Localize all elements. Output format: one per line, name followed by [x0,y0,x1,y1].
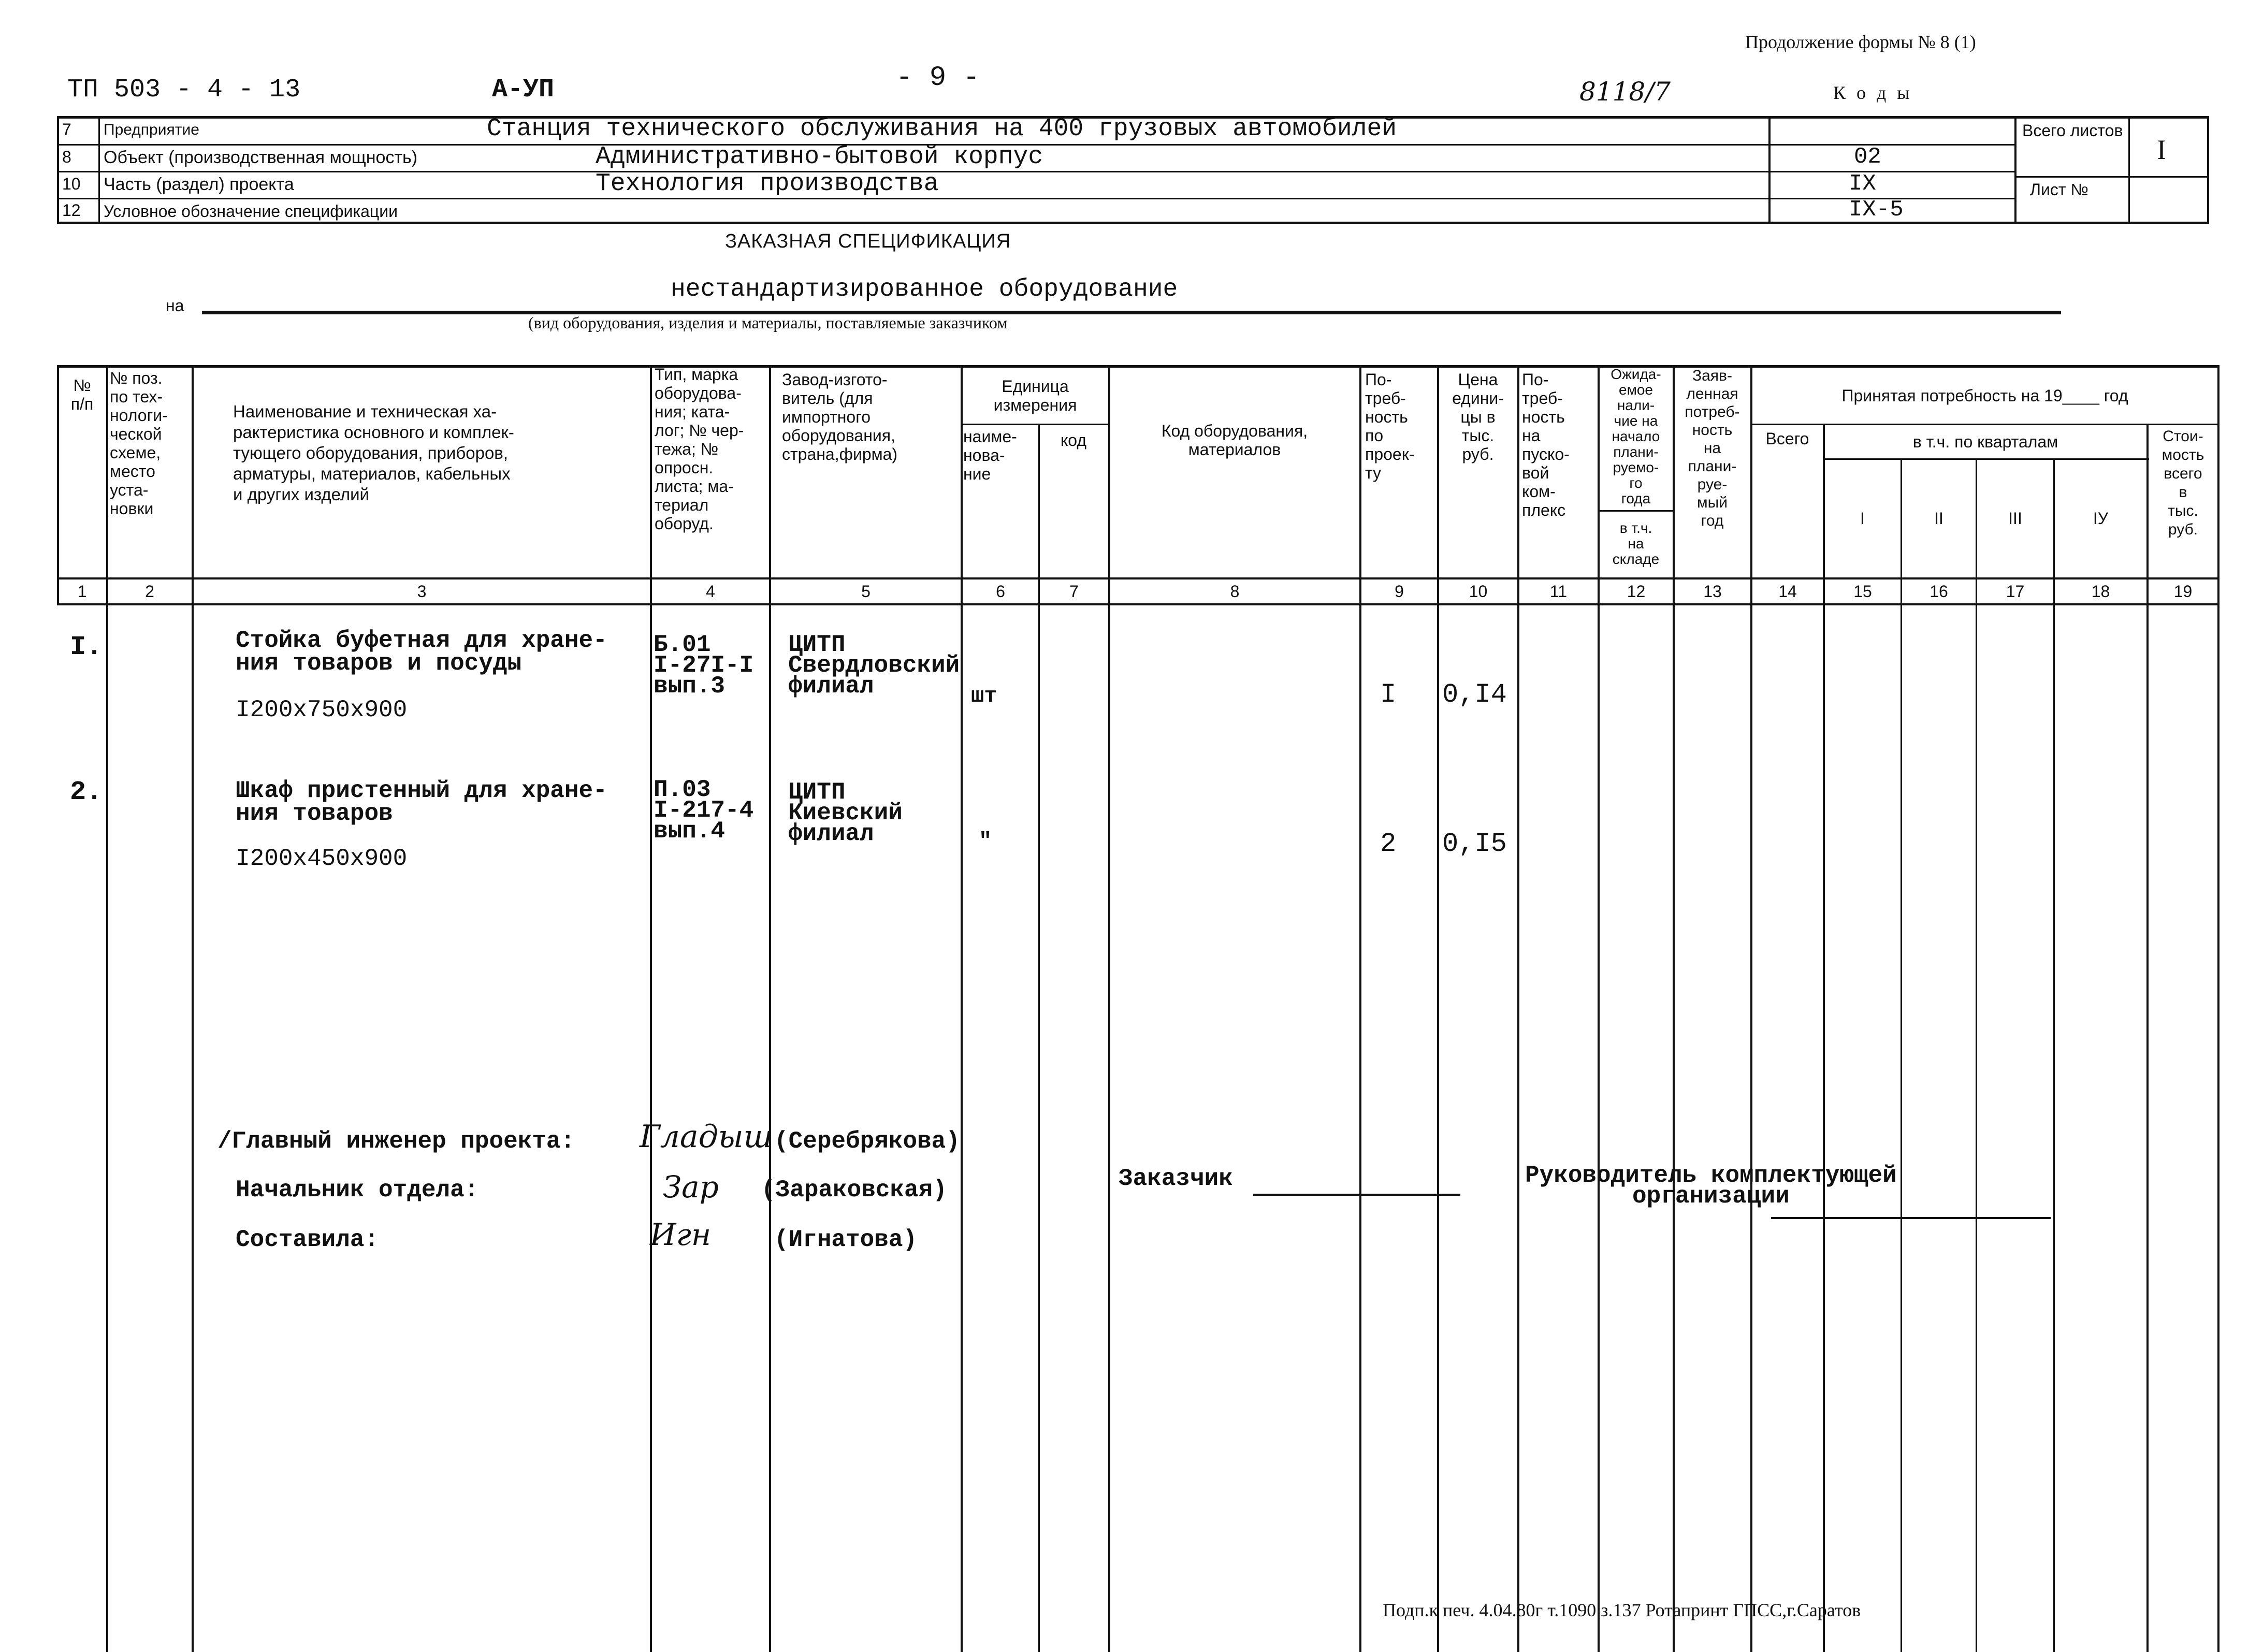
header-row-label: Объект (производственная мощность) [104,148,418,167]
col-header-in-stock: в т.ч. на складе [1612,520,1660,567]
col-header-q2: II [1934,509,1943,528]
compiled-by-signature: Игн [650,1217,712,1252]
col-header-position: № поз. по тех- нологи- ческой схеме, место уста- новки [110,369,168,518]
col-header-unit-group: Единица измерения [993,377,1077,414]
col-header-startup: По- треб- ность на пуско- вой ком- плекс [1522,370,1570,519]
album-code: А-УП [492,75,555,105]
spec-subject-note: (вид оборудования, изделия и материалы, поставляемые заказчиком [528,313,1008,332]
col-number: 13 [1703,582,1722,601]
chief-engineer-signature: Гладыш [640,1119,773,1155]
row-item-name: Стойка буфетная для хране- ния товаров и посуды [236,627,607,677]
row-item-qty: I [1380,679,1397,710]
na-label: на [166,296,184,315]
col-number: 4 [706,582,715,601]
col-header-accepted: Принятая потребность на 19____ год [1841,386,2128,405]
col-number: 2 [145,582,154,601]
department-head-signature: Зар [663,1169,719,1205]
col-number: 3 [417,582,427,601]
total-sheets-value: I [2157,134,2166,165]
spec-heading: ЗАКАЗНАЯ СПЕЦИФИКАЦИЯ [725,230,1011,252]
page-number: - 9 - [896,62,980,94]
supplier-label: Руководитель комплектующей организации [1525,1162,1897,1210]
col-number: 17 [2006,582,2025,601]
col-number: 11 [1549,582,1568,601]
header-row-num: 12 [62,201,81,220]
col-header-q4: IУ [2093,509,2109,528]
row-item-unit: " [979,829,992,853]
col-number: 7 [1069,582,1079,601]
sheet-number-label: Лист № [2030,180,2088,199]
department-head-label: Начальник отдела: [236,1177,479,1204]
col-header-maker: Завод-изгото- витель (для импортного оборудования, страна,фирма) [782,370,898,463]
col-header-cost: Стои- мость всего в тыс. руб. [2162,428,2204,538]
header-row-label: Часть (раздел) проекта [104,175,294,194]
col-number: 5 [861,582,871,601]
col-number: 9 [1395,582,1404,601]
row-item-size: I200x450x900 [236,845,408,872]
col-header-total: Всего [1765,429,1809,448]
row-item-type: П.03 I-217-4 вып.4 [654,776,754,845]
col-number: 1 [77,582,87,601]
col-number: 16 [1930,582,1948,601]
department-head-name: (Зараковская) [761,1177,947,1204]
row-item-price: 0,I4 [1442,679,1507,710]
col-header-num: № п/п [70,376,94,413]
doc-code: ТП 503 - 4 - 13 [67,75,301,105]
col-header-name: Наименование и техническая ха- рактеристика основного и комплек- тующего оборудования, приборов, арматуры, материалов, кабельных и других изделий [233,402,514,504]
header-row-label: Предприятие [104,121,199,138]
col-number: 19 [2173,582,2193,601]
col-number: 8 [1230,582,1240,601]
header-row-code: IX-5 [1849,197,1904,223]
chief-engineer-name: (Серебрякова) [774,1128,960,1155]
print-imprint: Подп.к печ. 4.04.80г т.1090 з.137 Ротапринт ГПСС,г.Саратов [1383,1600,1861,1620]
object-name: Административно-бытовой корпус [596,143,1043,171]
row-item-size: I200x750x900 [236,697,408,723]
col-header-demand: По- треб- ность по проек- ту [1365,370,1415,482]
header-row-label: Условное обозначение спецификации [104,202,398,221]
row-item-maker: ЦИТП Свердловский филиал [788,631,960,700]
row-number: I. [70,632,103,662]
col-number: 15 [1853,582,1872,601]
col-header-q3: III [2008,509,2022,528]
chief-engineer-label: /Главный инженер проекта: [217,1128,575,1155]
row-item-qty: 2 [1380,829,1397,859]
row-item-name: Шкаф пристенный для хране- ния товаров [236,777,607,827]
row-item-price: 0,I5 [1442,829,1507,859]
enterprise-name: Станция технического обслуживания на 400 грузовых автомобилей [487,115,1397,143]
row-item-unit: шт [971,684,997,708]
compiled-by-label: Составила: [236,1226,379,1253]
row-number: 2. [70,777,103,807]
spec-subject: нестандартизированное оборудование [671,276,1178,303]
col-header-declared: Заяв- ленная потреб- ность на плани- руе- мый год [1685,367,1740,529]
col-header-quarters: в т.ч. по кварталам [1912,432,2058,451]
col-number: 6 [996,582,1005,601]
col-number: 10 [1469,582,1488,601]
codes-label: К о д ы [1833,82,1913,103]
header-row-code: IX [1849,171,1876,197]
col-header-unit-code: код [1060,431,1087,450]
header-row-code: 02 [1854,144,1881,170]
compiled-by-name: (Игнатова) [774,1226,918,1253]
col-header-equipment-code: Код оборудования, материалов [1161,422,1308,459]
inventory-number: 8118/7 [1579,77,1671,107]
col-header-type: Тип, марка оборудова- ния; ката- лог; № чер- тежа; № опросн. листа; ма- териал оборуд. [655,365,744,533]
header-row-num: 7 [62,120,71,139]
row-item-type: Б.01 I-27I-I вып.3 [654,631,754,700]
row-item-maker: ЦИТП Киевский филиал [788,779,903,847]
col-number: 18 [2091,582,2110,601]
total-sheets-label: Всего листов [2022,121,2123,140]
col-number: 12 [1627,582,1646,601]
col-header-q1: I [1860,509,1865,528]
section-name: Технология производства [596,170,939,198]
header-row-num: 8 [62,148,71,166]
col-header-price: Цена едини- цы в тыс. руб. [1452,370,1504,463]
continuation-note: Продолжение формы № 8 (1) [1745,32,1976,52]
col-number: 14 [1778,582,1797,601]
header-row-num: 10 [62,175,81,193]
customer-label: Заказчик [1119,1165,1233,1192]
col-header-expected: Ожида- емое нали- чие на начало плани- руемо- го года [1611,366,1661,506]
col-header-unit-name: наиме- нова- ние [963,427,1017,483]
